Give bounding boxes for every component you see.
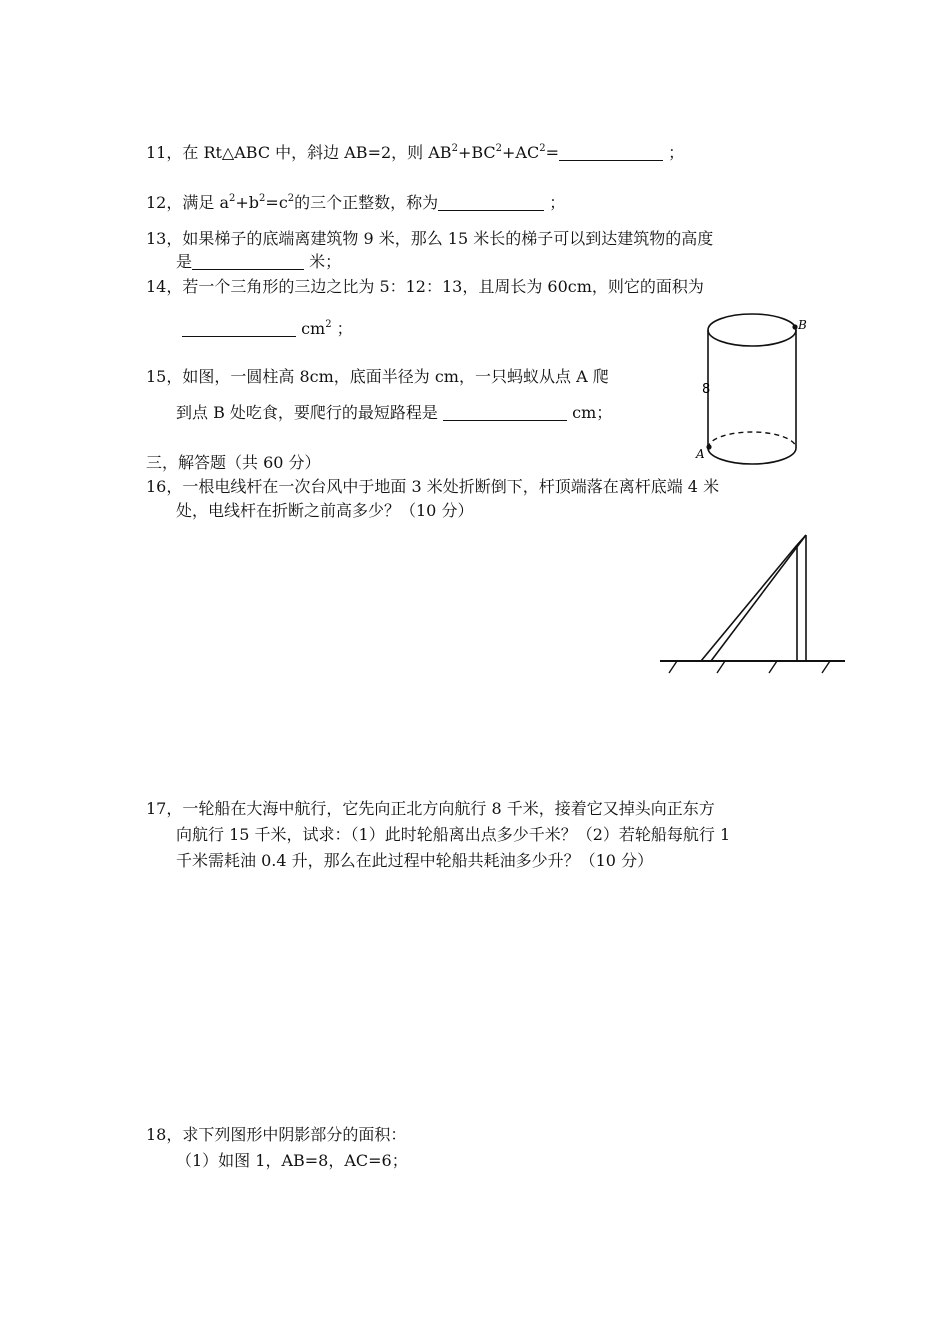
q11-after: = — [545, 143, 559, 162]
question-13-line2 — [176, 251, 341, 273]
cylinder-bottom-back — [708, 432, 796, 448]
question-13-line1: 13，如果梯子的底端离建筑物 9 米，那么 15 米长的梯子可以到达建筑物的高度 — [146, 229, 714, 248]
q14-answer-blank[interactable] — [182, 320, 296, 337]
q11-mid1: +BC — [457, 143, 496, 162]
question-17-line2: 向航行 15 千米，试求：（1）此时轮船离出点多少千米？（2）若轮船每航行 1 — [176, 825, 731, 844]
question-16-line2: 处，电线杆在折断之前高多少？（10 分） — [176, 501, 474, 520]
q12-after: 的三个正整数，称为 — [294, 193, 439, 212]
q11-mid2: +AC — [502, 143, 540, 162]
q12-end: ； — [544, 193, 566, 212]
question-15-line2 — [176, 402, 612, 424]
point-a-label: A — [696, 447, 705, 461]
q14-unit: cm — [296, 319, 326, 338]
q11-sup1: 2 — [451, 143, 458, 154]
q12-answer-blank[interactable] — [438, 194, 544, 211]
q11-answer-blank[interactable] — [559, 144, 663, 161]
q12-prefix: 12，满足 a — [146, 193, 229, 212]
q11-sup3: 2 — [539, 143, 546, 154]
q15-prefix: 到点 B 处吃食，要爬行的最短路程是 — [176, 403, 444, 422]
broken-pole-figure — [655, 525, 850, 677]
q12-sup3: 2 — [287, 193, 295, 204]
section-3-heading: 三，解答题（共 60 分） — [146, 453, 321, 472]
question-14-line2 — [182, 318, 353, 340]
question-14-line1: 14，若一个三角形的三边之比为 5：12：13，且周长为 60cm，则它的面积为 — [146, 277, 704, 296]
q12-mid1: +b — [235, 193, 260, 212]
q12-sup1: 2 — [229, 193, 236, 204]
q13-answer-blank[interactable] — [192, 253, 304, 270]
cylinder-bottom-front — [708, 448, 796, 464]
fallen-part-upper-edge — [711, 535, 806, 661]
q13-end: 米； — [304, 252, 342, 271]
q14-end: ； — [331, 319, 353, 338]
ground-hatching — [669, 661, 830, 673]
q11-prefix: 11，在 Rt△ABC 中，斜边 AB=2，则 AB — [146, 143, 452, 162]
question-12 — [146, 192, 565, 214]
q14-unit-sup: 2 — [325, 319, 332, 330]
point-b-label: B — [798, 318, 807, 332]
question-15-line1: 15，如图，一圆柱高 8cm，底面半径为 cm，一只蚂蚁从点 A 爬 — [146, 367, 609, 386]
question-17-line1: 17，一轮船在大海中航行，它先向正北方向航行 8 千米，接着它又掉头向正东方 — [146, 799, 715, 818]
q15-end: cm； — [567, 403, 613, 422]
q15-answer-blank[interactable] — [443, 404, 567, 421]
question-17-line3: 千米需耗油 0.4 升，那么在此过程中轮船共耗油多少升？（10 分） — [176, 851, 654, 870]
q11-end: ； — [663, 143, 685, 162]
cylinder-figure — [690, 306, 810, 468]
question-11 — [146, 142, 684, 164]
cylinder-top-ellipse — [708, 314, 796, 346]
point-b-dot — [792, 324, 797, 329]
q12-mid2: =c — [265, 193, 288, 212]
question-16-line1: 16，一根电线杆在一次台风中于地面 3 米处折断倒下，杆顶端落在离杆底端 4 米 — [146, 477, 720, 496]
fallen-part-lower-edge — [701, 545, 797, 661]
q13-prefix: 是 — [176, 252, 193, 271]
q12-sup2: 2 — [259, 193, 266, 204]
height-label: 8 — [702, 382, 711, 397]
question-18-line2: （1）如图 1，AB=8，AC=6； — [176, 1151, 408, 1170]
point-a-dot — [706, 444, 711, 449]
question-18-line1: 18，求下列图形中阴影部分的面积： — [146, 1125, 407, 1144]
q11-sup2: 2 — [495, 143, 503, 154]
